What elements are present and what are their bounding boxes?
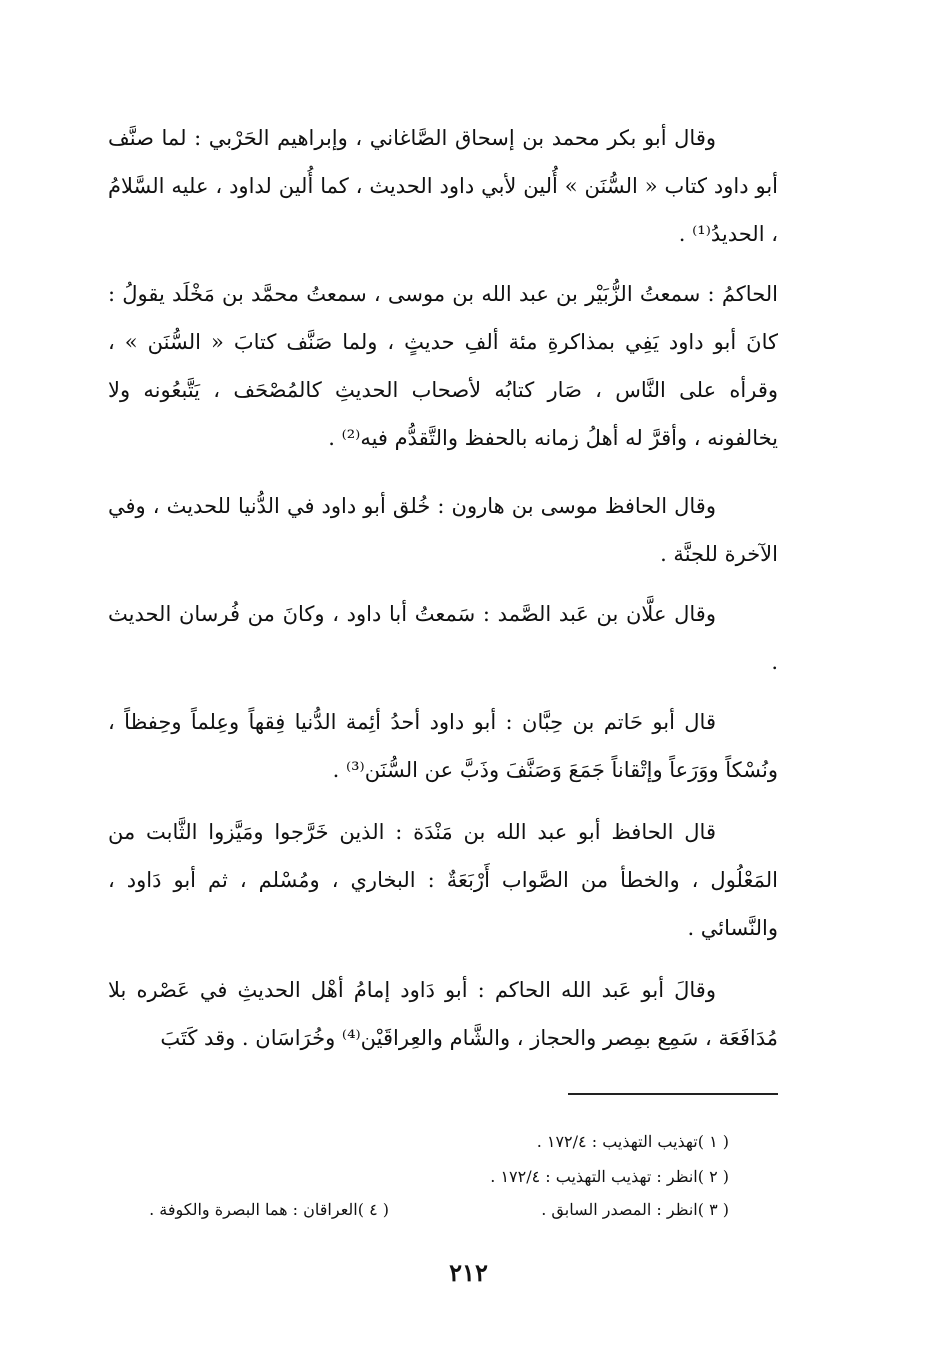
page-number: ٢١٢ [449, 1258, 488, 1287]
paragraph-2: الحاكمُ : سمعتُ الزُّبَيْر بن عبد الله بن موسى ، سمعتُ محمَّد بن مَخْلَد يقولُ : كانَ أبو داود يَفِي بمذاكرةِ مئة ألفِ حديثٍ ، ولما صَنَّف كتابَ « السُّنَن » ، وقرأه على النَّاس ، صَار كتابُه لأصحاب الحديثِ كالمُصْحَف ، يَتَّبعُونه ولا يخالفونه ، وأقرَّ له أهلُ زمانه بالحفظ والتَّقدُّم فيه⁽²⁾ . [108, 282, 778, 450]
footnote-separator [568, 1093, 778, 1095]
paragraph-4: وقال علَّان بن عَبد الصَّمد : سَمعتُ أبا داود ، وكانَ من فُرسان الحديث . [108, 602, 778, 674]
paragraph-1: وقال أبو بكر محمد بن إسحاق الصَّاغاني ، وإبراهيم الحَرْبي : لما صنَّف أبو داود كتاب « السُّنَن » أُلين لأبي داود الحديث ، كما أُلين لداود ، عليه السَّلامُ ، الحديدُ⁽¹⁾ . [108, 126, 778, 246]
footnote-3: ( ٣ )انظر : المصدر السابق . [541, 1200, 729, 1219]
paragraph-7: وقالَ أبو عَبد الله الحاكم : أبو دَاود إمامُ أهْل الحديثِ في عَصْره بلا مُدَافَعَة ، سَمِع بمِصر والحجاز ، والشَّام والعِراقَيْن⁽⁴⁾ وخُرَاسَان . وقد كَتَبَ [108, 978, 778, 1050]
footnote-4: ( ٤ )العراقان : هما البصرة والكوفة . [149, 1200, 389, 1219]
paragraph-3: وقال الحافظ موسى بن هارون : خُلق أبو داود في الدُّنيا للحديث ، وفي الآخرة للجنَّة . [108, 494, 778, 566]
paragraph-5: قال أبو حَاتم بن حِبَّان : أبو داود أحدُ أئِمة الدُّنيا فِقهاً وعِلماً وحِفظاً ، ونُسْكاً ووَرَعاً وإتْقاناً جَمَعَ وَصَنَّفَ وذَبَّ عن السُّنَن⁽³⁾ . [108, 710, 778, 782]
paragraph-6: قال الحافظ أبو عبد الله بن مَنْدَة : الذين خَرَّجوا ومَيَّزوا الثَّابت من المَعْلُول ، والخطأ من الصَّواب أَرْبَعَةٌ : البخاري ، ومُسْلم ، ثم أبو دَاود ، والنَّسائي . [108, 820, 778, 940]
footnote-1: ( ١ )تهذيب التهذيب : ١٧٢/٤ . [536, 1132, 729, 1151]
footnote-2: ( ٢ )انظر : تهذيب التهذيب : ١٧٢/٤ . [490, 1167, 729, 1186]
